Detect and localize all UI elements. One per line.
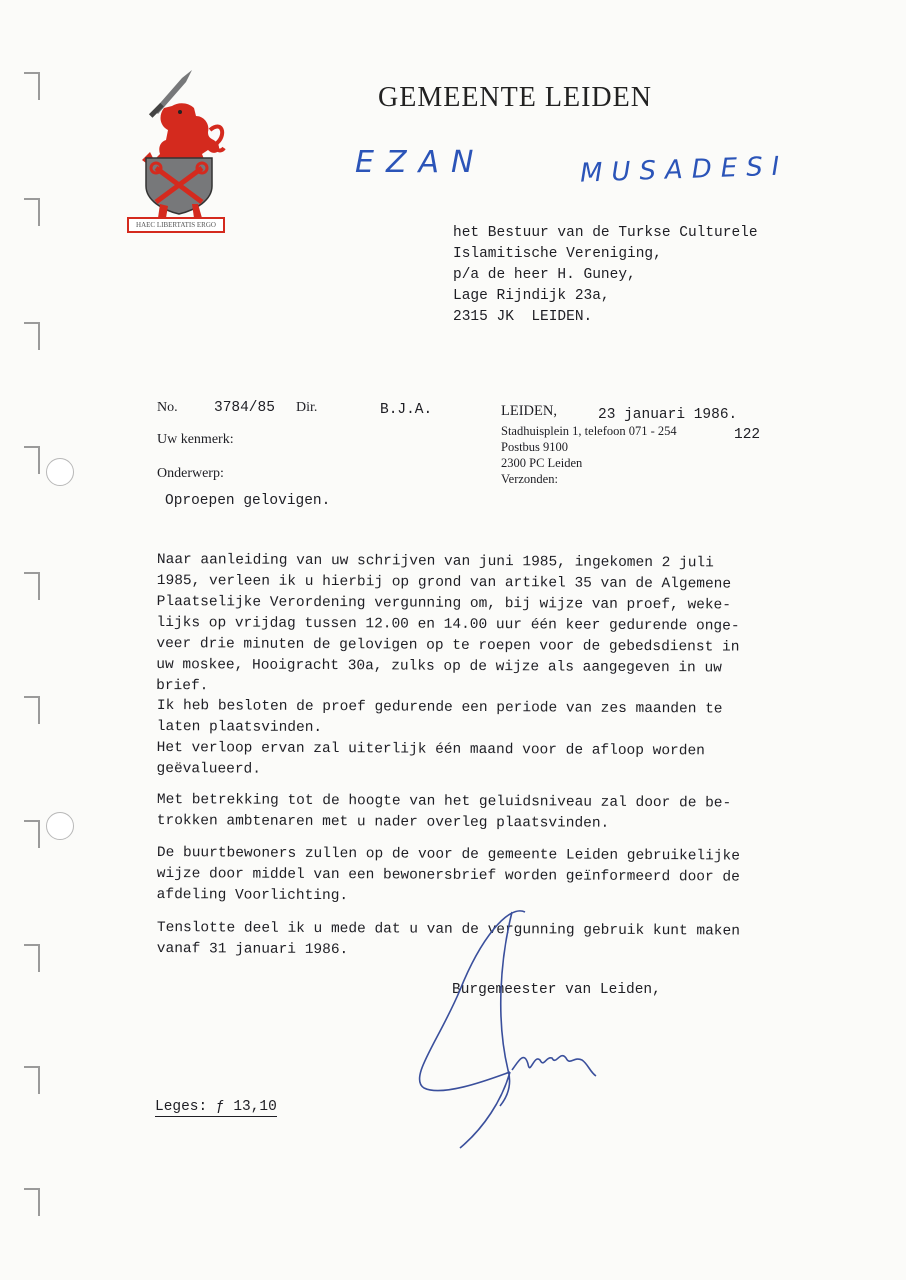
body-line: Naar aanleiding van uw schrijven van juni 1985, ingekomen 2 juli: [156, 551, 714, 572]
binder-tick: [24, 72, 40, 100]
leiden-crest-logo: [124, 68, 228, 234]
body-line: Met betrekking tot de hoogte van het geluidsniveau zal door de be-: [156, 791, 732, 812]
binder-tick: [24, 1188, 40, 1216]
letter-date: 23 januari 1986.: [598, 407, 738, 423]
sender-postcode: 2300 PC Leiden: [501, 456, 583, 470]
uw-kenmerk-label: Uw kenmerk:: [157, 432, 234, 447]
crest-motto: HAEC LIBERTATIS ERGO: [136, 221, 216, 229]
dir-label: Dir.: [296, 400, 318, 415]
binder-tick: [24, 446, 40, 474]
punch-hole: [46, 812, 74, 840]
leges-fee: Leges: ƒ 13,10: [155, 1099, 277, 1115]
verzonden-label: Verzonden:: [501, 472, 558, 486]
body-line: Ik heb besloten de proef gedurende een periode van zes maanden te: [156, 697, 723, 718]
body-line: brief.: [156, 677, 209, 695]
address-line: p/a de heer H. Guney,: [453, 267, 636, 283]
recipient-address: [453, 223, 758, 328]
body-line: trokken ambtenaren met u nader overleg plaatsvinden.: [156, 812, 610, 832]
crest-icon: [124, 68, 228, 234]
subject-line: Oproepen gelovigen.: [165, 493, 331, 509]
signatory-title: Burgemeester van Leiden,: [452, 982, 661, 998]
body-line: vanaf 31 januari 1986.: [156, 940, 349, 959]
binder-tick: [24, 696, 40, 724]
binder-tick: [24, 820, 40, 848]
address-line: Islamitische Vereniging,: [453, 246, 662, 262]
binder-tick: [24, 322, 40, 350]
signature-icon: [400, 900, 630, 1160]
body-line: lijks op vrijdag tussen 12.00 en 14.00 uur één keer gedurende onge-: [156, 614, 740, 635]
binder-tick: [24, 1066, 40, 1094]
body-line: Plaatselijke Verordening vergunning om, bij wijze van proef, weke-: [156, 593, 732, 614]
body-line: uw moskee, Hooigracht 30a, zulks op de wijze als aangegeven in uw: [156, 656, 722, 677]
body-paragraph-1: [156, 550, 740, 701]
body-line: veer drie minuten de gelovigen op te roepen voor de gebedsdienst in: [156, 635, 740, 656]
binder-tick: [24, 944, 40, 972]
body-line: 1985, verleen ik u hierbij op grond van artikel 35 van de Algemene: [156, 572, 732, 593]
body-line: Tenslotte deel ik u mede dat u van de vergunning gebruik kunt maken: [156, 919, 740, 940]
sender-postbus: Postbus 9100: [501, 440, 569, 454]
sender-address: Stadhuisplein 1, telefoon 071 - 254: [501, 424, 677, 438]
phone-extension: 122: [734, 427, 761, 443]
binder-tick: [24, 198, 40, 226]
body-paragraph-2: [156, 696, 722, 783]
body-line: afdeling Voorlichting.: [156, 886, 349, 905]
address-line: Lage Rijndijk 23a,: [453, 288, 610, 304]
handwritten-word-2: MUSADESI: [579, 151, 789, 189]
body-line: geëvalueerd.: [156, 760, 262, 778]
handwritten-word-1: EZAN: [355, 145, 486, 180]
body-line: Het verloop ervan zal uiterlijk één maand voor de afloop worden: [156, 739, 705, 760]
no-label: No.: [157, 400, 178, 415]
body-line: De buurtbewoners zullen op de voor de gemeente Leiden gebruikelijke: [156, 844, 740, 865]
address-line: 2315 JK LEIDEN.: [453, 309, 593, 325]
page-title: GEMEENTE LEIDEN: [378, 82, 652, 113]
onderwerp-label: Onderwerp:: [157, 466, 224, 481]
punch-hole: [46, 458, 74, 486]
signature: [400, 900, 630, 1160]
body-line: laten plaatsvinden.: [156, 718, 323, 737]
binder-tick: [24, 572, 40, 600]
body-paragraph-3: [157, 790, 732, 836]
address-line: het Bestuur van de Turkse Culturele: [453, 225, 758, 241]
body-line: wijze door middel van een bewonersbrief worden geïnformeerd door de: [156, 865, 740, 886]
sender-city: LEIDEN,: [501, 403, 557, 419]
no-value: 3784/85: [214, 400, 275, 416]
dir-value: B.J.A.: [380, 402, 433, 418]
